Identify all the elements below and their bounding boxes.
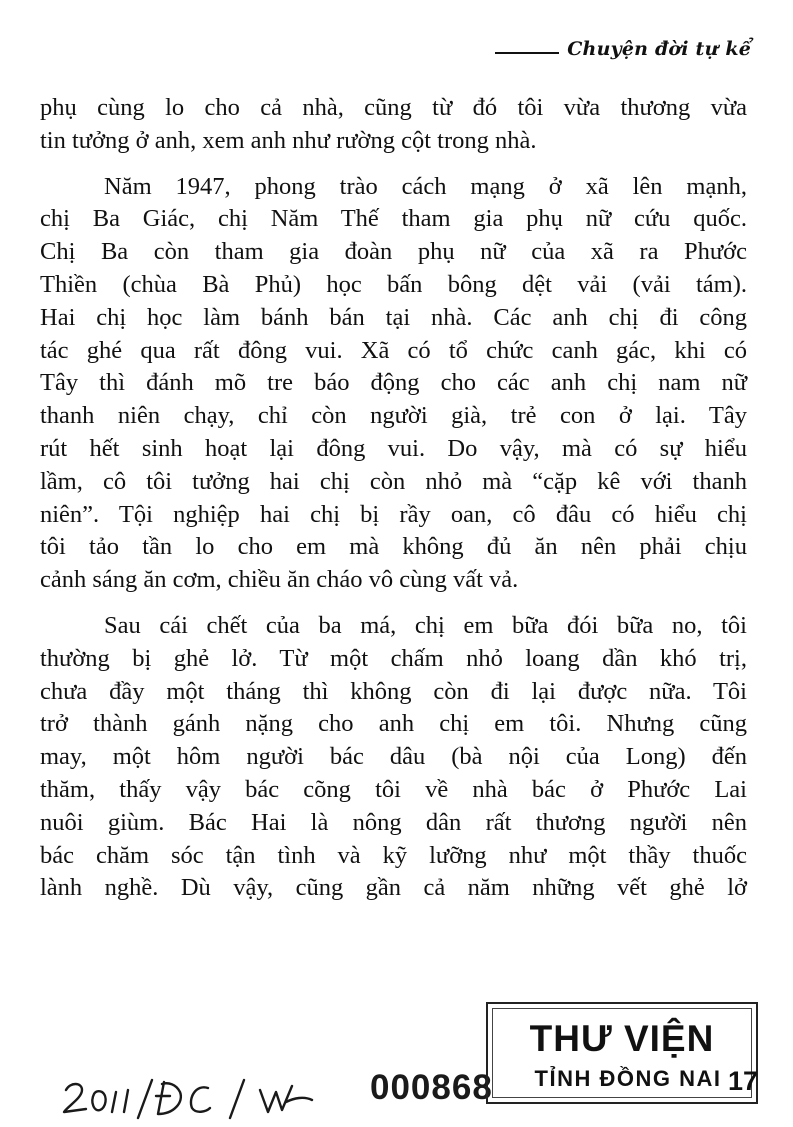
paragraph-gap [40, 158, 747, 171]
text-line: Hai chị học làm bánh bán tại nhà. Các anh chị đi công [40, 303, 747, 331]
text-line: bác chăm sóc tận tình và kỹ lưỡng như một thầy thuốc [40, 841, 747, 869]
header-rule [495, 52, 559, 54]
body-text [40, 92, 747, 905]
stamp-line-2: TỈNH ĐỒNG NAI [534, 1066, 722, 1091]
text-line: thanh niên chạy, chỉ còn người già, trẻ con ở lại. Tây [40, 402, 747, 430]
handwritten-call-number [60, 1062, 360, 1122]
text-line: thường bị ghẻ lở. Từ một chấm nhỏ loang dần khó trị, [40, 644, 747, 672]
text-line: lầm, cô tôi tưởng hai chị còn nhỏ mà “cặp kê với thanh [40, 467, 747, 495]
paragraph [40, 92, 747, 158]
library-stamp [486, 1002, 758, 1104]
text-line: tác ghé qua rất đông vui. Xã có tổ chức canh gác, khi có [40, 336, 747, 364]
text-line: rút hết sinh hoạt lại đông vui. Do vậy, mà có sự hiểu [40, 434, 747, 462]
text-line: tin tưởng ở anh, xem anh như rường cột trong nhà. [40, 126, 537, 154]
text-line: cảnh sáng ăn cơm, chiều ăn cháo vô cùng vất vả. [40, 566, 519, 594]
text-line: Chị Ba còn tham gia đoàn phụ nữ của xã ra Phước [40, 238, 747, 266]
accession-number: 000868 [370, 1068, 493, 1107]
running-header [495, 38, 751, 60]
text-line: chị Ba Giác, chị Năm Thế tham gia phụ nữ cứu quốc. [40, 205, 747, 233]
text-line: Năm 1947, phong trào cách mạng ở xã lên mạnh, [104, 172, 747, 200]
text-line: thăm, thấy vậy bác cõng tôi về nhà bác ở Phước Lai [40, 775, 747, 803]
paragraph [40, 171, 747, 597]
text-line: may, một hôm người bác dâu (bà nội của Long) đến [40, 743, 747, 771]
text-line: tôi tảo tần lo cho em mà không đủ ăn nên phải chịu [40, 533, 747, 561]
text-line: Thiền (chùa Bà Phủ) học bấn bông dệt vải (vải tám). [40, 270, 747, 298]
text-line: chưa đầy một tháng thì không còn đi lại được nữa. Tôi [40, 677, 747, 705]
paragraph-gap [40, 597, 747, 610]
running-title: Chuyện đời tự kể [567, 38, 751, 60]
text-line: Sau cái chết của ba má, chị em bữa đói bữa no, tôi [104, 611, 747, 639]
page-number: 17 [728, 1066, 759, 1096]
text-line: nuôi giùm. Bác Hai là nông dân rất thương người nên [40, 808, 747, 836]
paragraph [40, 610, 747, 905]
stamp-line-1: THƯ VIỆN [529, 1018, 715, 1059]
text-line: phụ cùng lo cho cả nhà, cũng từ đó tôi vừa thương vừa [40, 94, 747, 121]
text-line: niên”. Tội nghiệp hai chị bị rầy oan, cô đâu có hiểu chị [40, 500, 747, 528]
text-line: trở thành gánh nặng cho anh chị em tôi. Nhưng cũng [40, 710, 747, 738]
text-line: lành nghề. Dù vậy, cũng gần cả năm những vết ghẻ lở [40, 874, 747, 902]
text-line: Tây thì đánh mõ tre báo động cho các anh chị nam nữ [40, 369, 747, 397]
